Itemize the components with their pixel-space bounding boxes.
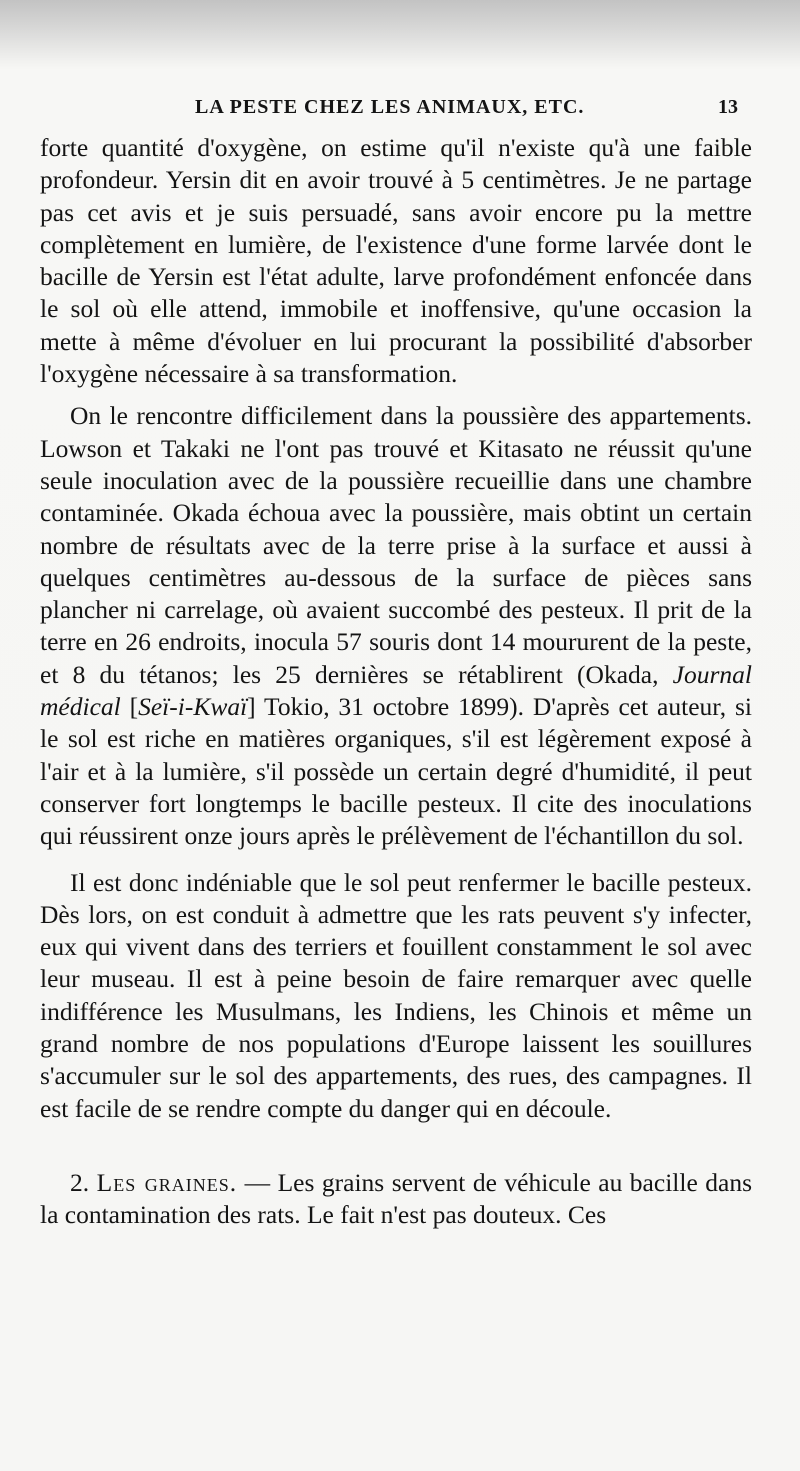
paragraph-4-text: — Les grains servent de véhicule au bacille dans la contamination des rats. Le fait n'est pas douteux. Ces <box>40 1167 753 1230</box>
bracket-open: [ <box>129 692 139 722</box>
running-title: LA PESTE CHEZ LES ANIMAUX, ETC. <box>195 96 585 118</box>
journal-title: Journal médical <box>40 659 752 722</box>
running-head <box>0 96 800 136</box>
body-text <box>40 132 752 1232</box>
paragraph-2 <box>40 400 752 852</box>
paragraph-2-text-a: On le rencontre difficilement dans la poussière des appartements. Lowson et Takaki ne l'ont pas trouvé et Kitasato ne réussit qu'une seule inoculation avec de la poussière recueillie dans une chambre contaminée. Okada échoua avec la poussière, mais obtint un certain nombre de résultats avec de la terre prise à la surface et aussi à quelques centimètres au-dessous de la surface de pièces sans plancher ni carrelage, où avaient succombé des pesteux. Il prit de la terre en 26 endroits, inocula 57 souris dont 14 moururent de la peste, et 8 du tétanos; les 25 dernières se rétablirent (Okada, <box>40 401 752 689</box>
paragraph-1: forte quantité d'oxygène, on estime qu'il n'existe qu'à une faible profondeur. Yersin dit en avoir trouvé à 5 centimètres. Je ne partage pas cet avis et je suis persuadé, sans avoir encore pu la mettre complètement en lumière, de l'existence d'une forme larvée dont le bacille de Yersin est l'état adulte, larve profondément enfoncée dans le sol où elle attend, immobile et inoffensive, qu'une occasion la mette à même d'évoluer en lui procurant la possibilité d'absorber l'oxygène nécessaire à sa transformation. <box>40 133 752 389</box>
section-number: 2. <box>70 1167 90 1197</box>
page-number: 13 <box>718 96 738 118</box>
paragraph-2-text-b: ] Tokio, 31 octobre 1899). D'après cet auteur, si le sol est riche en matières organiques, s'il est légèrement exposé à l'air et à la lumière, s'il possède un certain degré d'humidité, il peut conserver fort longtemps le bacille pesteux. Il cite des inoculations qui réussirent onze jours après le prélèvement de l'échantillon du sol. <box>40 692 752 851</box>
paragraph-4 <box>40 1167 752 1232</box>
section-heading: Les graines. <box>96 1167 238 1197</box>
scan-shadow <box>0 0 800 70</box>
journal-subtitle: Seï-i-Kwaï <box>138 692 248 722</box>
paragraph-3: Il est donc indéniable que le sol peut renfermer le bacille pesteux. Dès lors, on est conduit à admettre que les rats peuvent s'y infecter, eux qui vivent dans des terriers et fouillent constamment le sol avec leur museau. Il est à peine besoin de faire remarquer avec quelle indifférence les Musulmans, les Indiens, les Chinois et même un grand nombre de nos populations d'Europe laissent les souillures s'accumuler sur le sol des appartements, des rues, des campagnes. Il est facile de se rendre compte du danger qui en découle. <box>40 867 752 1123</box>
